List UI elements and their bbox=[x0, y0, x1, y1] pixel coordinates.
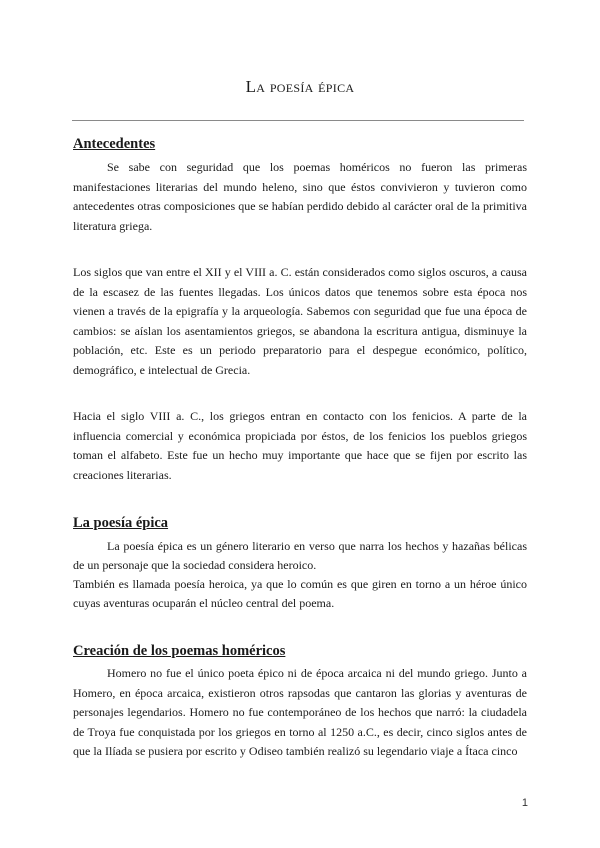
section-heading-creacion-poemas: Creación de los poemas homéricos bbox=[73, 643, 286, 659]
section-heading-poesia-epica: La poesía épica bbox=[73, 515, 169, 531]
document-title: La poesía épica bbox=[245, 77, 355, 96]
paragraph: Hacia el siglo VIII a. C., los griegos entran en contacto con los fenicios. A parte de la influencia comercial y económica propiciada por éstos, de los fenicios los pueblos griegos toman el alfabeto. Este fue un hecho muy importante que hace que se fijen por escrito las creaciones literarias. bbox=[73, 409, 527, 482]
section-heading-antecedentes: Antecedentes bbox=[73, 136, 156, 152]
paragraph: La poesía épica es un género literario en verso que narra los hechos y hazañas bélicas de un personaje que la sociedad considera heroico. bbox=[73, 539, 527, 572]
paragraph: Se sabe con seguridad que los poemas homéricos no fueron las primeras manifestaciones literarias del mundo heleno, sino que éstos convivieron y tuvieron como antecedentes otras composiciones que se habían perdido debido al carácter oral de la primitiva literatura griega. bbox=[73, 160, 527, 233]
paragraph: Los siglos que van entre el XII y el VIII a. C. están considerados como siglos oscuros, a causa de la escasez de las fuentes llegadas. Los únicos datos que tenemos sobre esta época nos vienen a través de la epigrafía y la arqueología. Sabemos con seguridad que fue una época de cambios: se aíslan los asentamientos griegos, se abandona la escritura antigua, disminuye la población, etc. Este es un periodo preparatorio para el despegue económico, político, demográfico, e intelectual de Grecia. bbox=[73, 265, 527, 377]
page-number: 1 bbox=[521, 797, 528, 809]
title-divider bbox=[72, 120, 524, 121]
paragraph: También es llamada poesía heroica, ya que lo común es que giren en torno a un héroe único cuyas aventuras ocuparán el núcleo central del poema. bbox=[73, 577, 527, 610]
paragraph: Homero no fue el único poeta épico ni de época arcaica ni del mundo griego. Junto a Homero, en época arcaica, existieron otros rapsodas que cantaron las glorias y aventuras de personajes legendarios. Homero no fue contemporáneo de los hechos que narró: la ciudadela de Troya fue conquistada por los griegos en torno al 1250 a.C., es decir, cinco siglos antes de que la Ilíada se pusiera por escrito y Odiseo también realizó su legendario viaje a Ítaca cinco bbox=[73, 666, 527, 758]
